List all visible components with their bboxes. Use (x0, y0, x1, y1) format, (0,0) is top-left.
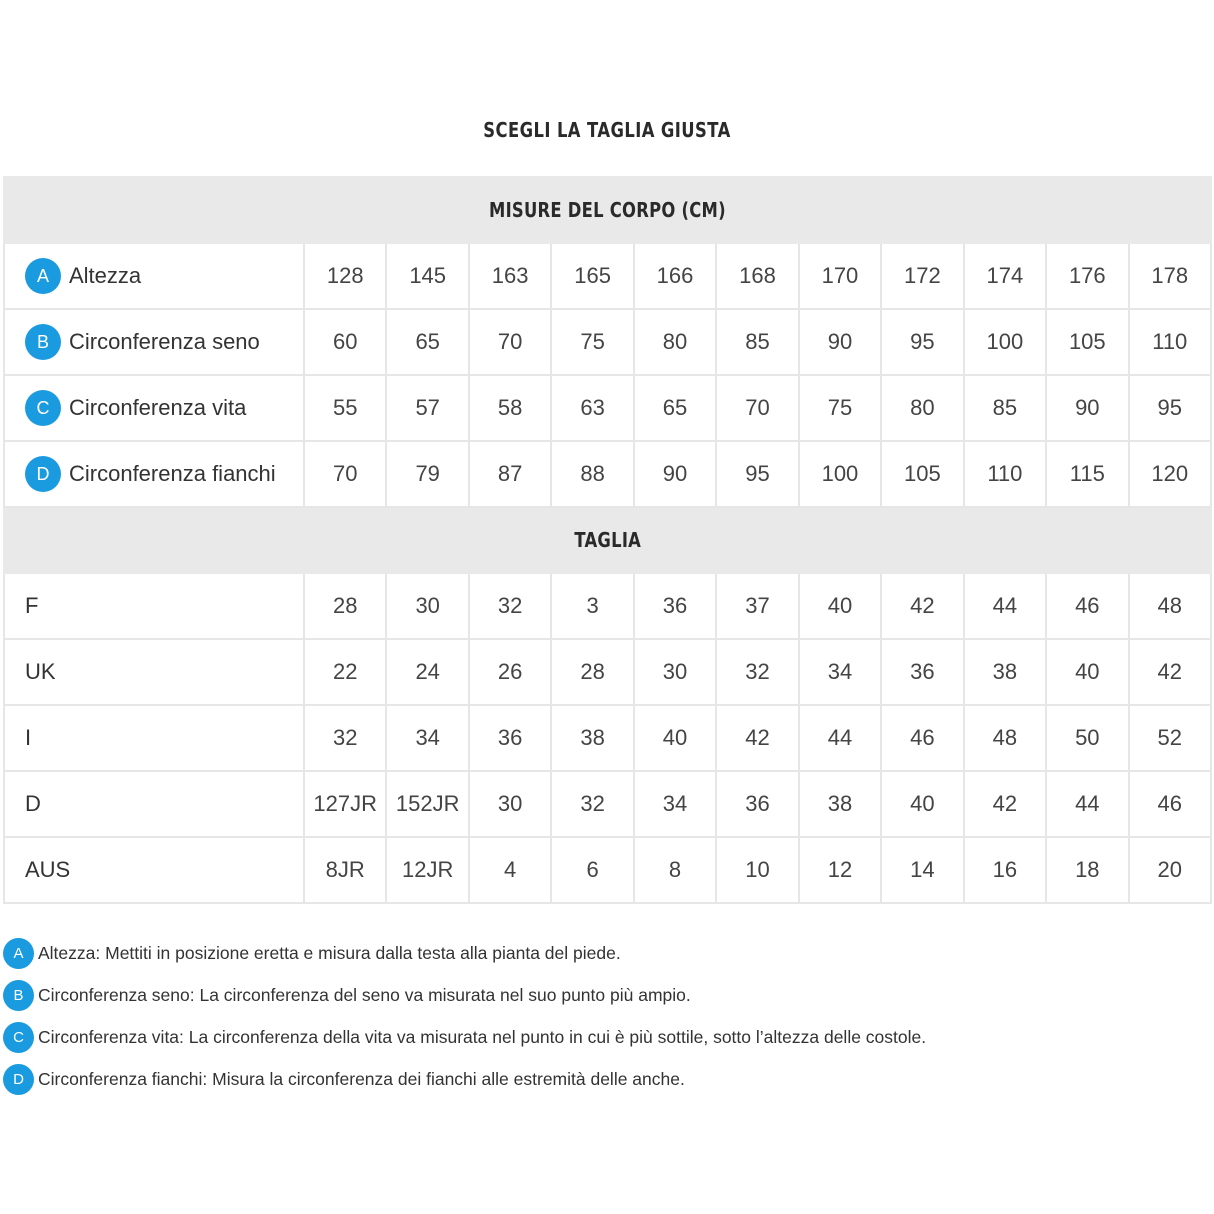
table-row (4, 771, 1211, 837)
value-cell: 75 (551, 309, 633, 375)
value-cell: 40 (634, 705, 716, 771)
value-cell: 85 (716, 309, 798, 375)
value-cell: 28 (304, 573, 386, 639)
value-cell: 48 (1129, 573, 1211, 639)
value-cell: 52 (1129, 705, 1211, 771)
value-cell: 115 (1046, 441, 1128, 507)
value-cell: 46 (1129, 771, 1211, 837)
row-label-cell (4, 441, 304, 507)
value-cell: 105 (1046, 309, 1128, 375)
value-cell: 38 (551, 705, 633, 771)
value-cell: 60 (304, 309, 386, 375)
table-row (4, 573, 1211, 639)
value-cell: 163 (469, 243, 551, 309)
row-label: D (25, 791, 41, 817)
value-cell: 34 (634, 771, 716, 837)
badge-a: A (25, 258, 61, 294)
value-cell: 145 (386, 243, 468, 309)
value-cell: 40 (881, 771, 963, 837)
value-cell: 57 (386, 375, 468, 441)
value-cell: 48 (964, 705, 1046, 771)
note-badge-c: C (3, 1022, 34, 1053)
value-cell: 110 (1129, 309, 1211, 375)
value-cell: 168 (716, 243, 798, 309)
row-label-cell (4, 771, 304, 837)
value-cell: 12 (799, 837, 881, 903)
value-cell: 20 (1129, 837, 1211, 903)
value-cell: 10 (716, 837, 798, 903)
value-cell: 28 (551, 639, 633, 705)
body-measurements-heading-row (4, 177, 1211, 243)
value-cell: 32 (469, 573, 551, 639)
value-cell: 75 (799, 375, 881, 441)
value-cell: 178 (1129, 243, 1211, 309)
value-cell: 18 (1046, 837, 1128, 903)
row-label-cell (4, 573, 304, 639)
value-cell: 44 (1046, 771, 1128, 837)
value-cell: 42 (881, 573, 963, 639)
table-row (4, 309, 1211, 375)
badge-c: C (25, 390, 61, 426)
value-cell: 90 (1046, 375, 1128, 441)
size-chart-table (3, 176, 1212, 904)
value-cell: 110 (964, 441, 1046, 507)
value-cell: 100 (799, 441, 881, 507)
value-cell: 105 (881, 441, 963, 507)
value-cell: 42 (1129, 639, 1211, 705)
row-label: F (25, 593, 39, 619)
row-label-cell (4, 639, 304, 705)
size-heading: TAGLIA (574, 528, 641, 552)
value-cell: 42 (716, 705, 798, 771)
row-label: Circonferenza fianchi (69, 461, 276, 486)
value-cell: 46 (1046, 573, 1128, 639)
row-label-cell (4, 705, 304, 771)
note-text: Circonferenza fianchi: Misura la circonferenza dei fianchi alle estremità delle anche. (38, 1068, 685, 1089)
value-cell: 70 (716, 375, 798, 441)
value-cell: 85 (964, 375, 1046, 441)
value-cell: 32 (304, 705, 386, 771)
value-cell: 90 (634, 441, 716, 507)
value-cell: 30 (634, 639, 716, 705)
value-cell: 36 (469, 705, 551, 771)
value-cell: 165 (551, 243, 633, 309)
value-cell: 40 (799, 573, 881, 639)
row-label: Altezza (69, 263, 142, 288)
page-title: SCEGLI LA TAGLIA GIUSTA (483, 118, 731, 142)
value-cell: 80 (634, 309, 716, 375)
note-text: Circonferenza seno: La circonferenza del seno va misurata nel suo punto più ampio. (38, 984, 691, 1005)
value-cell: 50 (1046, 705, 1128, 771)
value-cell: 36 (716, 771, 798, 837)
row-label: UK (25, 659, 56, 685)
badge-d: D (25, 456, 61, 492)
value-cell: 34 (386, 705, 468, 771)
note-text: Circonferenza vita: La circonferenza della vita va misurata nel punto in cui è più sottile, sotto l’altezza delle costole. (38, 1026, 927, 1047)
table-row (4, 639, 1211, 705)
value-cell: 100 (964, 309, 1046, 375)
value-cell: 3 (551, 573, 633, 639)
value-cell: 127JR (304, 771, 386, 837)
value-cell: 34 (799, 639, 881, 705)
value-cell: 8JR (304, 837, 386, 903)
value-cell: 14 (881, 837, 963, 903)
table-row (4, 375, 1211, 441)
value-cell: 6 (551, 837, 633, 903)
note-line (3, 974, 1203, 1016)
value-cell: 95 (716, 441, 798, 507)
value-cell: 120 (1129, 441, 1211, 507)
row-label: Circonferenza vita (69, 395, 247, 420)
value-cell: 172 (881, 243, 963, 309)
table-row (4, 705, 1211, 771)
note-badge-b: B (3, 980, 34, 1011)
note-text: Altezza: Mettiti in posizione eretta e misura dalla testa alla pianta del piede. (38, 942, 621, 963)
value-cell: 70 (469, 309, 551, 375)
note-line (3, 1016, 1203, 1058)
value-cell: 128 (304, 243, 386, 309)
body-measurements-heading-cell (4, 177, 1211, 243)
value-cell: 36 (634, 573, 716, 639)
value-cell: 38 (799, 771, 881, 837)
note-line (3, 932, 1203, 974)
value-cell: 12JR (386, 837, 468, 903)
value-cell: 42 (964, 771, 1046, 837)
note-badge-a: A (3, 938, 34, 969)
value-cell: 44 (799, 705, 881, 771)
value-cell: 79 (386, 441, 468, 507)
value-cell: 4 (469, 837, 551, 903)
size-heading-row (4, 507, 1211, 573)
row-label-cell (4, 243, 304, 309)
row-label-cell (4, 837, 304, 903)
value-cell: 176 (1046, 243, 1128, 309)
table-row (4, 243, 1211, 309)
value-cell: 65 (634, 375, 716, 441)
value-cell: 170 (799, 243, 881, 309)
value-cell: 166 (634, 243, 716, 309)
table-row (4, 837, 1211, 903)
value-cell: 63 (551, 375, 633, 441)
row-label-cell (4, 375, 304, 441)
value-cell: 70 (304, 441, 386, 507)
value-cell: 95 (1129, 375, 1211, 441)
row-label-cell (4, 309, 304, 375)
value-cell: 58 (469, 375, 551, 441)
value-cell: 32 (716, 639, 798, 705)
measurement-notes (3, 932, 1203, 1100)
row-label: AUS (25, 857, 71, 883)
value-cell: 65 (386, 309, 468, 375)
value-cell: 30 (386, 573, 468, 639)
value-cell: 38 (964, 639, 1046, 705)
value-cell: 32 (551, 771, 633, 837)
value-cell: 152JR (386, 771, 468, 837)
body-measurements-heading: MISURE DEL CORPO (CM) (489, 198, 726, 222)
value-cell: 44 (964, 573, 1046, 639)
note-badge-d: D (3, 1064, 34, 1095)
value-cell: 40 (1046, 639, 1128, 705)
size-heading-cell (4, 507, 1211, 573)
table-row (4, 441, 1211, 507)
badge-b: B (25, 324, 61, 360)
value-cell: 80 (881, 375, 963, 441)
value-cell: 174 (964, 243, 1046, 309)
value-cell: 24 (386, 639, 468, 705)
value-cell: 22 (304, 639, 386, 705)
row-label: I (25, 725, 32, 751)
value-cell: 26 (469, 639, 551, 705)
value-cell: 37 (716, 573, 798, 639)
value-cell: 16 (964, 837, 1046, 903)
value-cell: 88 (551, 441, 633, 507)
value-cell: 87 (469, 441, 551, 507)
value-cell: 30 (469, 771, 551, 837)
value-cell: 46 (881, 705, 963, 771)
value-cell: 95 (881, 309, 963, 375)
value-cell: 90 (799, 309, 881, 375)
value-cell: 36 (881, 639, 963, 705)
note-line (3, 1058, 1203, 1100)
value-cell: 8 (634, 837, 716, 903)
row-label: Circonferenza seno (69, 329, 260, 354)
value-cell: 55 (304, 375, 386, 441)
